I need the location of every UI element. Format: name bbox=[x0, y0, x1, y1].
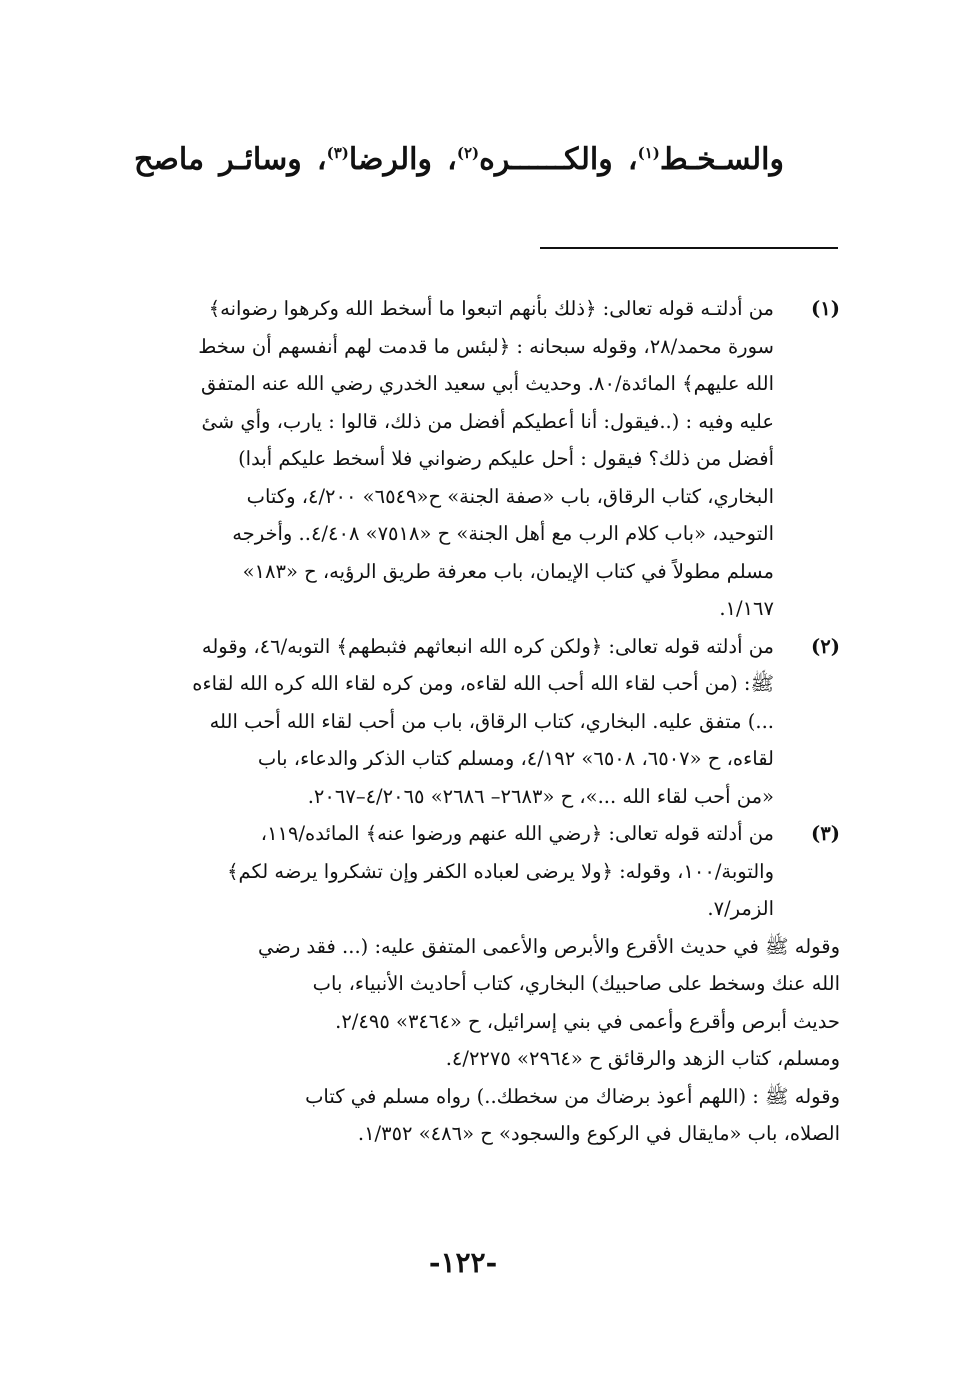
footnote-3-continuation bbox=[104, 928, 840, 1153]
footnote-line: التوحيد، «باب كلام الرب مع أهل الجنة» ح «٧٥١٨» ٤/٤٠٨.. وأخرجه bbox=[232, 522, 774, 545]
footnote-line: من أدلتـه قوله تعالى: ﴿ذلك بأنهم اتبعوا ما أسخط الله وكرهوا رضوانه﴾ bbox=[208, 297, 774, 320]
footnote-number: (٣) bbox=[811, 822, 840, 845]
footnote-line: أفضل من ذلك؟ فيقول : أحل عليكم رضواني فلا أسخط عليكم أبدا) bbox=[238, 447, 774, 470]
heading-word-1: والسـخـط bbox=[659, 142, 785, 177]
footnote-ref-3[interactable]: (٣) bbox=[326, 144, 349, 162]
footnote-1 bbox=[104, 290, 840, 628]
footnote-body bbox=[104, 290, 774, 628]
footnote-line: سورة محمد/٢٨، وقوله سبحانه : ﴿لبئس ما قدمت لهم أنفسهم أن سخط bbox=[198, 334, 774, 358]
footnote-line: مسلم مطولاً في كتاب الإيمان، باب معرفة طريق الرؤيه، ح «١٨٣» bbox=[242, 559, 774, 583]
footnote-number: (٢) bbox=[811, 634, 840, 658]
footnote-line: لقاءه، ح «٦٥٠٧، ٦٥٠٨» ٤/١٩٢، ومسلم كتاب الذكر والدعاء، باب bbox=[257, 747, 774, 770]
footnote-ref-1[interactable]: (١) bbox=[637, 144, 660, 162]
heading-word-3: ، والرضا bbox=[348, 142, 457, 177]
footnote-line: والتوبة/١٠٠، وقوله: ﴿ولا يرضى لعباده الكفر وإن تشكروا يرضه لكم﴾ bbox=[227, 859, 774, 883]
footnote-line: من أدلته قوله تعالى: ﴿رضي الله عنهم ورضوا عنه﴾ المائده/١١٩، bbox=[260, 822, 774, 845]
footnote-line: ١/١٦٧. bbox=[719, 597, 774, 620]
paragraph-line: حديث أبرص وأقرع وأعمى في بني إسرائيل، ح «٣٤٦٤» ٢/٤٩٥. bbox=[335, 1009, 840, 1033]
footnote-line: البخاري، كتاب الرقاق، باب «صفة الجنة» ح«٦٥٤٩» ٤/٢٠٠، وكتاب bbox=[246, 484, 774, 508]
heading-word-4: ، وسائـر ماصح bbox=[134, 142, 327, 177]
paragraph-line: ومسلم، كتاب الزهد والرقائق ح «٢٩٦٤» ٤/٢٢٧٥. bbox=[445, 1047, 840, 1070]
page-heading-line bbox=[134, 138, 784, 182]
footnote-body bbox=[104, 815, 774, 928]
footnote-2 bbox=[104, 628, 840, 816]
paragraph-line: وقوله ﷺ : (اللهم أعوذ برضاك من سخطك..) رواه مسلم في كتاب bbox=[305, 1084, 840, 1108]
footnote-ref-2[interactable]: (٢) bbox=[456, 144, 480, 162]
footnote-line: «من أحب لقاء الله ...»، ح «٢٦٨٣– ٢٦٨٦» ٤/٢٠٦٥–٢٠٦٧. bbox=[307, 784, 774, 808]
footnote-line: الله عليهم﴾ المائدة/٨٠. وحديث أبي سعيد الخدري رضي الله عنه المتفق bbox=[200, 372, 774, 395]
footnote-body bbox=[104, 628, 774, 816]
paragraph-line: الله عنك وسخط على صاحبيك) البخاري، كتاب أحاديث الأنبياء، باب bbox=[312, 972, 840, 995]
paragraph-line: وقوله ﷺ في حديث الأقرع والأبرص والأعمى المتفق عليه: (... فقد رضي bbox=[258, 934, 840, 958]
heading-word-2: ، والكــــــره bbox=[479, 142, 638, 177]
footnote-line: ...) متفق عليه. البخاري، كتاب الرقاق، باب من أحب لقاء الله أحب الله bbox=[209, 709, 774, 733]
footnote-separator bbox=[540, 247, 838, 249]
footnote-line: ﷺ: (من أحب لقاء الله أحب الله لقاءه، ومن كره لقاء الله كره الله لقاءه bbox=[192, 672, 774, 695]
footnote-line: من أدلته قوله تعالى: ﴿ولكن كره الله انبعاثهم فثبطهم﴾ التوبه/٤٦، وقوله bbox=[201, 634, 774, 658]
footnote-number: (١) bbox=[811, 297, 840, 320]
footnote-3 bbox=[104, 815, 840, 928]
page-number: -١٢٢- bbox=[428, 1246, 498, 1279]
footnotes bbox=[104, 290, 840, 1153]
footnote-line: الزمر/٧. bbox=[707, 897, 774, 920]
paragraph-line: الصلاه، باب «مايقال في الركوع والسجود» ح «٤٨٦» ١/٣٥٢. bbox=[357, 1122, 840, 1145]
footnote-line: عليه وفيه : (..فيقول: أنا أعطيكم أفضل من ذلك، قالوا : يارب، وأي شئ bbox=[201, 409, 774, 433]
